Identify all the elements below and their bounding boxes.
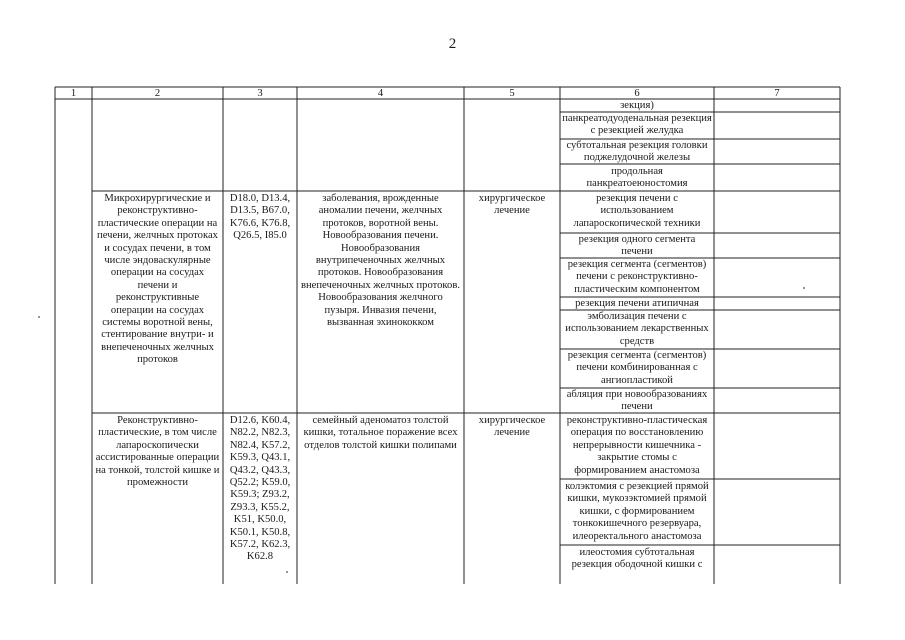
group3-codes: D12.6, K60.4, N82.2, N82.3, N82.4, K57.2, K59.3, Q43.1, Q43.2, Q43.3, Q52.2; K59.0, K59.3; Z93.2, Z93.3, K55.2, K51, K50.0, K50.1, K50.8, K57.2, K62.3, K62.8 (229, 415, 291, 563)
group3-method-1: реконструктивно-пластическая операция по восстановлению непрерывности кишечника - закрытие стомы с формированием анастомоза (566, 415, 708, 476)
group2-model: заболевания, врожденные аномалии печени, желчных протоков, воротной вены. Новообразования печени. Новообразования внутрипеченочных желчных протоков. Новообразования внепеченочных желчных протоков. Новообразования желчного пузыря. Инвазия печени, вызванная эхинококком (301, 193, 460, 329)
scan-mark (286, 571, 288, 573)
page-number: 2 (448, 36, 457, 52)
scan-mark (803, 287, 805, 289)
header-col-3: 3 (257, 88, 263, 99)
group2-method-1: резекция печени с использованием лапароскопической техники (573, 193, 701, 229)
group2-name: Микрохирургические и реконструктивно-пластические операции на печени, желчных протоках и сосудах печени, в том числе эндоваскулярные операции на сосудах печени и реконструктивные операции на сосудах системы воротной вены, стентирование внутри- и внепеченочных желчных протоков (97, 193, 218, 366)
group2-treatment: хирургическое лечение (478, 193, 546, 217)
scan-mark (38, 316, 40, 318)
header-col-7: 7 (774, 88, 780, 99)
group2-method-7: абляция при новообразованиях печени (566, 389, 708, 413)
group1-method-3: субтотальная резекция головки поджелудочной железы (566, 140, 708, 164)
group1-method-1: зекция) (620, 100, 654, 111)
header-col-1: 1 (70, 88, 77, 99)
group1-method-4: продольная панкреатоеюностомия (586, 166, 688, 190)
group1-method-2: панкреатодуоденальная резекция с резекцией желудка (562, 113, 712, 137)
group2-method-2: резекция одного сегмента печени (578, 234, 696, 258)
group2-codes: D18.0, D13.4, D13.5, B67.0, K76.6, K76.8, Q26.5, I85.0 (229, 193, 291, 242)
header-col-6: 6 (634, 88, 640, 99)
group3-method-2: колэктомия с резекцией прямой кишки, мукозэктомией прямой кишки, с формированием тонкокишечного резервуара, илеоректального анастомоза (565, 481, 709, 542)
group2-method-6: резекция сегмента (сегментов) печени комбинированная с ангиопластикой (567, 350, 707, 386)
group2-method-3: резекция сегмента (сегментов) печени с реконструктивно-пластическим компонентом (567, 259, 707, 295)
header-col-4: 4 (377, 88, 384, 99)
group2-method-5: эмболизация печени с использованием лекарственных средств (565, 311, 709, 347)
header-col-5: 5 (509, 88, 515, 99)
group3-name: Реконструктивно-пластические, в том числе лапароскопически ассистированные операции на тонкой, толстой кишке и промежности (95, 415, 220, 489)
header-col-2: 2 (154, 88, 161, 99)
group2-method-4: резекция печени атипичная (575, 298, 699, 309)
group3-treatment: хирургическое лечение (478, 415, 546, 439)
group3-method-3: илеостомия субтотальная резекция ободочной кишки с (571, 547, 703, 571)
group3-model: семейный аденоматоз толстой кишки, тотальное поражение всех отделов толстой кишки полипами (303, 415, 458, 451)
